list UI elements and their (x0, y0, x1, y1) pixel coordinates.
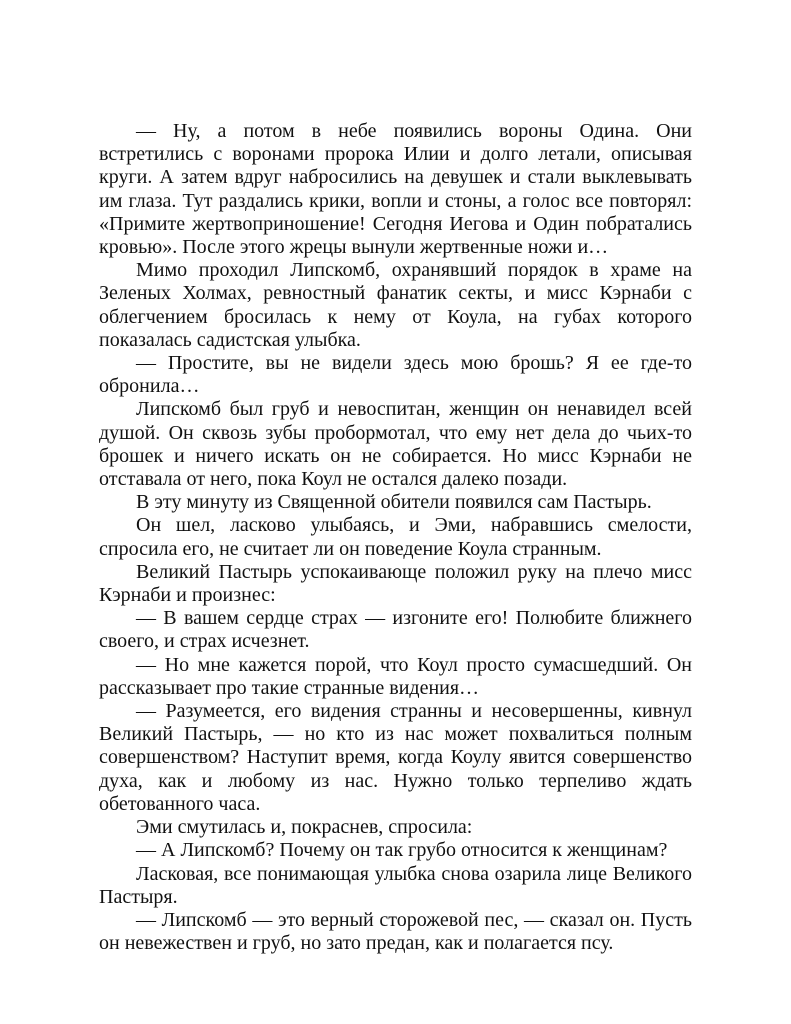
paragraph: — Простите, вы не видели здесь мою брошь? Я ее где-то обронила… (99, 352, 692, 398)
paragraph: Он шел, ласково улыбаясь, и Эми, набравшись смелости, спросила его, не считает ли он поведение Коула странным. (99, 514, 692, 560)
paragraph: — В вашем сердце страх — изгоните его! Полюбите ближнего своего, и страх исчезнет. (99, 607, 692, 653)
paragraph: — Разумеется, его видения странны и несовершенны, кивнул Великий Пастырь, — но кто из нас может похвалиться полным совершенством? Наступит время, когда Коулу явится совершенство духа, как и любому из нас. Нужно только терпеливо ждать обетованного часа. (99, 700, 692, 815)
paragraph: — Но мне кажется порой, что Коул просто сумасшедший. Он рассказывает про такие странные видения… (99, 653, 692, 699)
paragraph: Эми смутилась и, покраснев, спросила: (136, 816, 473, 839)
paragraph: Ласковая, все понимающая улыбка снова озарила лице Великого Пастыря. (99, 862, 692, 908)
paragraph: Великий Пастырь успокаивающе положил руку на плечо мисс Кэрнаби и произнес: (99, 560, 692, 607)
paragraph: — А Липскомб? Почему он так грубо относится к женщинам? (136, 839, 668, 862)
paragraph: Липскомб был груб и невоспитан, женщин он ненавидел всей душой. Он сквозь зубы пробормотал, что ему нет дела до чьих-то брошек и ничего искать он не собирается. Но мисс Кэрнаби не отставала от него, пока Коул не остался далеко позади. (99, 398, 692, 491)
paragraph: В эту минуту из Священной обители появился сам Пастырь. (136, 491, 652, 514)
page-body (99, 120, 692, 955)
paragraph: Мимо проходил Липскомб, охранявший порядок в храме на Зеленых Холмах, ревностный фанатик секты, и мисс Кэрнаби с облегчением бросилась к нему от Коула, на губах которого показалась садистская улыбка. (99, 259, 692, 351)
paragraph: — Ну, а потом в небе появились вороны Одина. Они встретились с воронами пророка Илии и долго летали, описывая круги. А затем вдруг набросились на девушек и стали выклевывать им глаза. Тут раздались крики, вопли и стоны, а голос все повторял: «Примите жертвоприношение! Сегодня Иегова и Один побратались кровью». После этого жрецы вынули жертвенные ножи и… (99, 120, 692, 259)
paragraph: — Липскомб — это верный сторожевой пес, — сказал он. Пусть он невежествен и груб, но зато предан, как и полагается псу. (99, 908, 692, 955)
